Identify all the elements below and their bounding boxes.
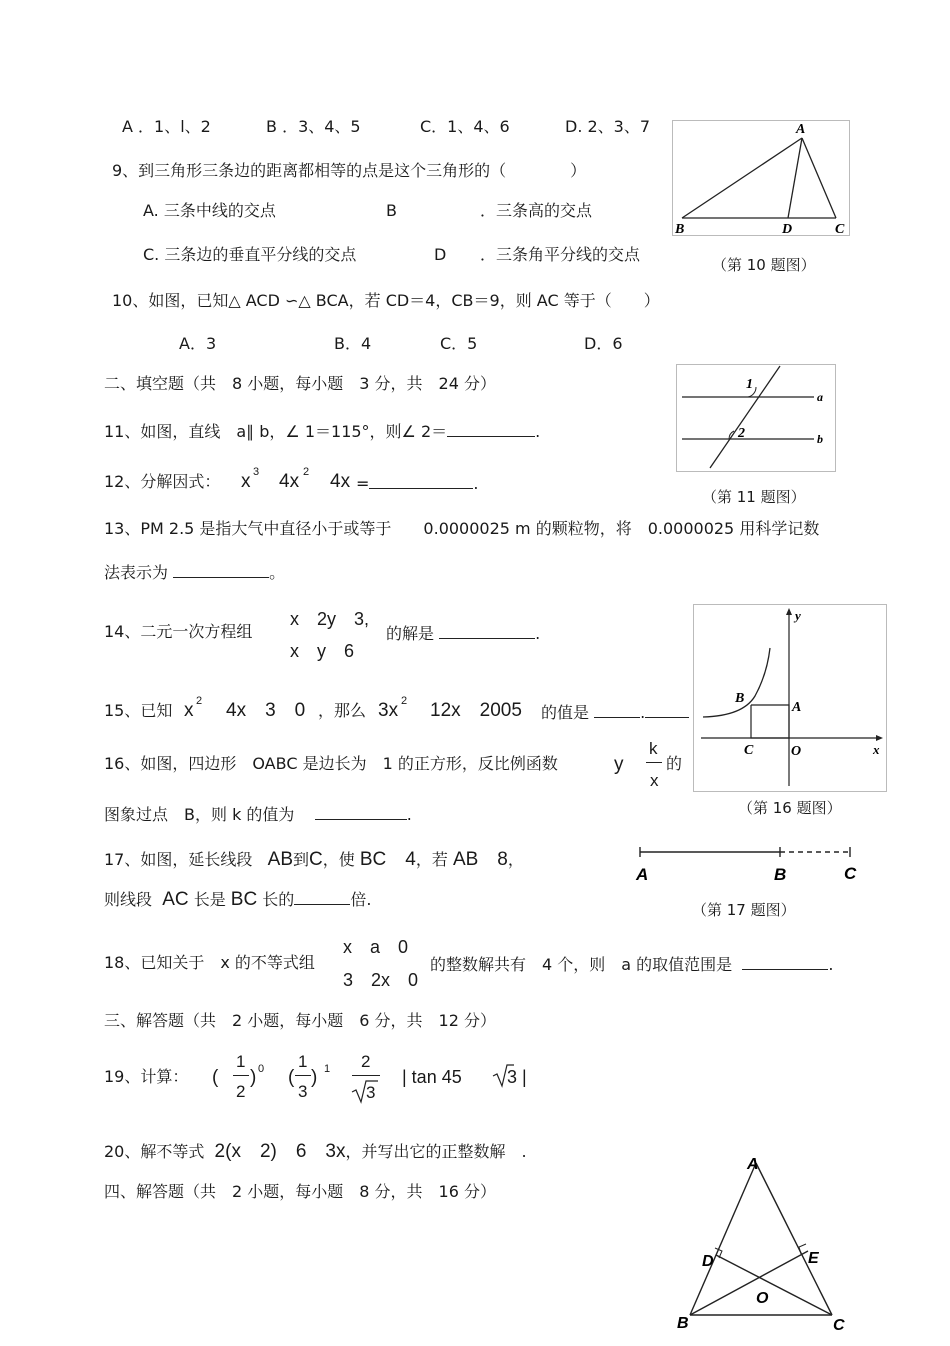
q15-answer-blank-tail — [645, 703, 689, 718]
fig17-label-a: A — [636, 865, 649, 882]
q14-answer-blank[interactable] — [439, 624, 535, 639]
q20-line — [104, 1142, 527, 1161]
q19-frac-1-num: 1 — [236, 1052, 246, 1071]
fig10-label-d: D — [782, 222, 793, 236]
q17-comma-1: ，使 — [322, 850, 355, 869]
q19-frac-3-num: 2 — [361, 1052, 371, 1071]
q10-stem: 10、如图，已知△ ACD ∽△ BCA，若 CD＝4，CB＝9，则 AC 等于（ ） — [112, 291, 660, 310]
q17-c: C — [309, 849, 323, 870]
q16-y: y — [614, 754, 624, 775]
q8-option-c: C．1、4、6 — [420, 117, 510, 136]
fig10-label-a: A — [796, 122, 806, 137]
fig20-label-o: O — [756, 1290, 769, 1307]
q15-exp-3: 2 — [401, 695, 408, 707]
q16-denominator: x — [650, 771, 659, 790]
q18-row-2: 3 2x 0 — [343, 970, 419, 990]
q17-zhang: 长是 — [193, 890, 226, 909]
q15-math-3: 3x — [378, 700, 399, 721]
q9-option-d: ．三条角平分线的交点 — [480, 245, 641, 264]
q16-de: 的 — [666, 754, 683, 773]
q17-to: 到 — [293, 850, 310, 869]
figure-16-caption: （第 16 题图） — [738, 799, 842, 817]
figure-11-caption: （第 11 题图） — [702, 488, 806, 506]
q11-stem: 11、如图，直线 a∥ b，∠ 1＝115°，则∠ 2＝ — [104, 422, 448, 441]
section-2-heading: 二、填空题（共 8 小题，每小题 3 分，共 24 分） — [104, 374, 496, 393]
q16-numerator: k — [649, 739, 658, 758]
q13-end: 。 — [269, 563, 286, 582]
q18-suffix: 的整数解共有 4 个，则 a 的取值范围是 — [430, 955, 733, 974]
q17-zhang-2: 长的 — [262, 890, 295, 909]
q17-end: 倍. — [350, 890, 372, 909]
q19-prefix: 19、计算： — [104, 1067, 189, 1086]
fig17-label-b: B — [774, 865, 787, 882]
q13-line-1: 13、PM 2.5 是指大气中直径小于或等于 0.0000025 m 的颗粒物，将 0.0000025 用科学记数 — [104, 519, 820, 538]
q18-prefix: 18、已知关于 x 的不等式组 — [104, 953, 315, 972]
fig11-label-a: a — [817, 390, 823, 404]
q14-end: . — [535, 624, 541, 643]
q8-option-a: A ．1、l、2 — [122, 117, 211, 136]
q17-bc-4: BC 4 — [359, 849, 416, 870]
fig10-label-b: B — [675, 222, 685, 236]
figure-17-caption: （第 17 题图） — [692, 901, 796, 919]
fig16-label-x: x — [873, 742, 880, 757]
q15-math-2: 4x 3 0 — [226, 700, 306, 721]
q16-line-2-text: 图象过点 B，则 k 的值为 — [104, 805, 295, 824]
q12-answer-blank[interactable] — [369, 474, 473, 489]
q19-frac-3-bar — [352, 1075, 380, 1076]
fig20-label-c: C — [833, 1317, 845, 1334]
fig10-label-c: C — [835, 222, 845, 236]
q15-suffix-line — [541, 703, 689, 721]
fig16-label-b: B — [735, 691, 745, 706]
q15-math-4: 12x 2005 — [430, 700, 522, 721]
q19-frac-2-bar — [295, 1075, 311, 1076]
q13-line-2-text: 法表示为 — [104, 563, 169, 582]
q13-answer-blank[interactable] — [173, 563, 269, 578]
q17-ab: AB — [267, 849, 293, 870]
q19-open-paren-2: ( — [288, 1067, 295, 1088]
q19-close-paren-2: ) — [311, 1067, 318, 1088]
q17-ruo: ，若 — [415, 850, 448, 869]
q20-prefix: 20、解不等式 — [104, 1142, 205, 1161]
q11-end: . — [535, 422, 541, 441]
fig16-label-o: O — [791, 744, 802, 759]
q16-answer-blank[interactable] — [315, 805, 407, 820]
q12-term-1: x — [241, 471, 251, 492]
q12-equals — [356, 474, 479, 492]
q15-prefix: 15、已知 — [104, 701, 173, 720]
q14-suffix-line — [386, 624, 540, 642]
q11-answer-blank[interactable] — [447, 422, 535, 437]
q20-suffix: ，并写出它的正整数解 . — [345, 1142, 527, 1161]
q19-frac-2-num: 1 — [298, 1052, 308, 1071]
q15-suffix: 的值是 — [541, 703, 590, 722]
fig17-label-c: C — [844, 864, 857, 882]
q9-option-d-label: D — [434, 245, 447, 264]
q8-option-b: B ．3、4、5 — [266, 117, 361, 136]
fig16-label-y: y — [795, 608, 801, 623]
q9-stem: 9、到三角形三条边的距离都相等的点是这个三角形的（ ） — [112, 161, 587, 180]
q16-fraction-bar — [646, 762, 662, 763]
q12-exp-1: 3 — [253, 466, 260, 478]
q9-option-a: A. 三条中线的交点 — [143, 201, 276, 220]
fig16-label-a: A — [792, 700, 802, 715]
q20-expression: 2(x 2) 6 3x — [214, 1141, 346, 1162]
q15-answer-blank[interactable] — [594, 703, 640, 718]
fig20-label-b: B — [677, 1315, 689, 1332]
q19-frac-1-den: 2 — [236, 1082, 246, 1101]
figure-10-triangle — [672, 120, 850, 236]
q10-option-b: B．4 — [334, 334, 372, 353]
q8-option-d: D. 2、3、7 — [565, 117, 651, 136]
q18-suffix-line — [430, 955, 833, 973]
q13-line-2 — [104, 563, 285, 581]
q15-end: . — [640, 703, 646, 722]
q9-option-b-label: B — [386, 201, 397, 220]
q19-close-paren-1: ) — [250, 1067, 257, 1088]
q9-option-c: C. 三条边的垂直平分线的交点 — [143, 245, 357, 264]
q19-frac-2-den: 3 — [298, 1082, 308, 1101]
q10-option-d: D．6 — [584, 334, 623, 353]
q16-line-2 — [104, 805, 412, 823]
q18-end: . — [828, 955, 834, 974]
q12-eq: = — [356, 474, 370, 493]
q17-ac: AC — [162, 889, 189, 910]
fig20-label-e: E — [808, 1250, 819, 1267]
q17-ab-8: AB 8 — [452, 849, 508, 870]
q12-end: . — [473, 474, 479, 493]
q14-suffix: 的解是 — [386, 624, 435, 643]
q12-term-3: 4x — [330, 471, 351, 492]
figure-16-graph — [693, 604, 887, 792]
q17-prefix: 17、如图，延长线段 — [104, 850, 253, 869]
q9-option-b: ．三条高的交点 — [480, 201, 593, 220]
figure-20-triangle — [670, 1154, 860, 1334]
section-3-heading: 三、解答题（共 2 小题，每小题 6 分，共 12 分） — [104, 1011, 496, 1030]
q15-exp-1: 2 — [196, 695, 203, 707]
q17-bc: BC — [230, 889, 258, 910]
fig16-label-c: C — [744, 743, 754, 758]
fig11-label-1: 1 — [746, 377, 753, 392]
q14-row-2: x y 6 — [290, 641, 355, 661]
q17-line-1 — [104, 850, 524, 869]
q19-exp-1: 0 — [258, 1063, 265, 1075]
q17-line-2 — [104, 890, 371, 909]
q12-prefix: 12、分解因式： — [104, 472, 221, 491]
section-4-heading: 四、解答题（共 2 小题，每小题 8 分，共 16 分） — [104, 1182, 496, 1201]
q15-math-1: x — [184, 700, 194, 721]
figure-17-segment — [630, 842, 866, 882]
q19-frac-1-bar — [233, 1075, 249, 1076]
q14-prefix: 14、二元一次方程组 — [104, 622, 253, 641]
q12-exp-2: 2 — [303, 466, 310, 478]
q10-option-c: C．5 — [440, 334, 478, 353]
q11-text — [104, 422, 540, 440]
q10-option-a: A．3 — [179, 334, 217, 353]
q18-answer-blank[interactable] — [742, 955, 828, 970]
q15-mid: ，那么 — [318, 701, 367, 720]
fig20-label-d: D — [702, 1253, 714, 1270]
q19-tan: | tan 45 — [402, 1067, 462, 1087]
fig20-label-a: A — [747, 1156, 759, 1173]
q14-row-1: x 2y 3, — [290, 609, 370, 629]
q19-frac-3-den: 3 — [366, 1083, 376, 1102]
q16-end: . — [406, 805, 412, 824]
q12-term-2: 4x — [279, 471, 300, 492]
q17-answer-blank[interactable] — [294, 890, 350, 905]
figure-10-caption: （第 10 题图） — [712, 256, 816, 274]
figure-11-parallel-lines — [676, 364, 836, 472]
q19-exp-2: 1 — [324, 1063, 331, 1075]
q19-open-paren: ( — [212, 1067, 219, 1088]
fig11-label-b: b — [817, 432, 823, 446]
fig11-label-2: 2 — [738, 426, 745, 441]
q19-root-3: 3 | — [507, 1067, 527, 1087]
q18-row-1: x a 0 — [343, 937, 409, 957]
q16-line-1: 16、如图，四边形 OABC 是边长为 1 的正方形，反比例函数 — [104, 754, 558, 773]
q17-line-2a: 则线段 — [104, 890, 153, 909]
q17-comma-2: ， — [507, 850, 524, 869]
